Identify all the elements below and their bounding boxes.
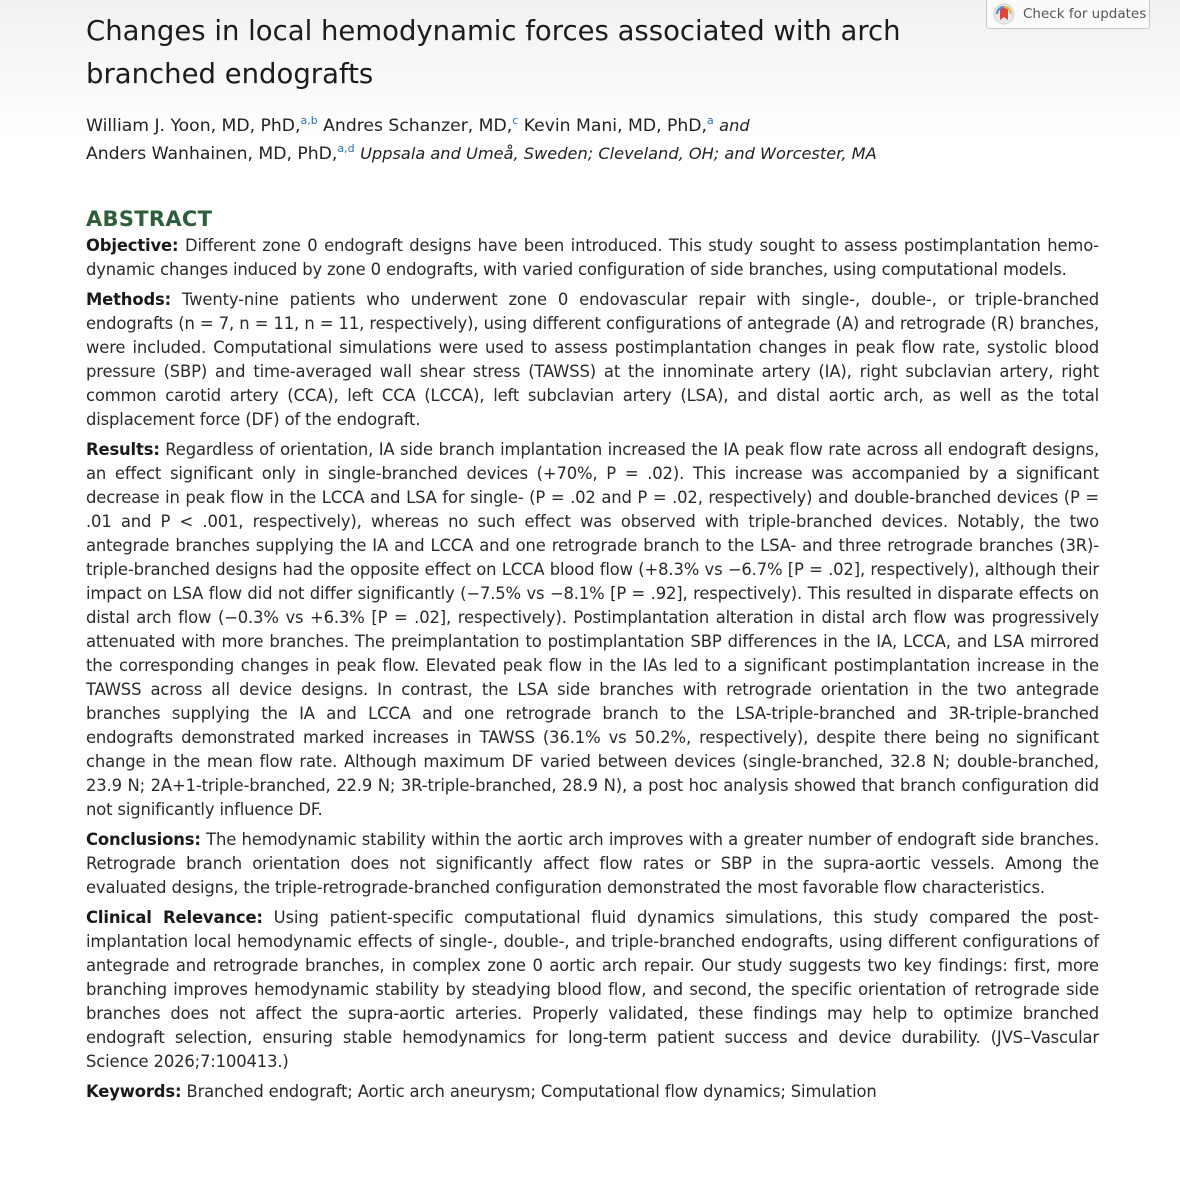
author-name: William J. Yoon, MD, PhD, (86, 116, 301, 136)
author-list (86, 112, 1106, 168)
article-title (86, 10, 1046, 96)
clinical-relevance-paragraph (86, 906, 1099, 1074)
title-line-2: branched endografts (86, 58, 374, 90)
objective-paragraph (86, 234, 1099, 282)
keywords-text: Branched endograft; Aortic arch aneurysm; Computational flow dynamics; Simulation (186, 1082, 877, 1101)
methods-paragraph (86, 288, 1099, 432)
author-name: Andres Schanzer, MD, (323, 116, 513, 136)
conclusions-label: Conclusions: (86, 830, 201, 849)
author-name: Anders Wanhainen, MD, PhD, (86, 144, 338, 164)
methods-text: Twenty-nine patients who underwent zone 0 endovascular repair with single-, double-, or triple-branched endografts (n = 7, n = 11, n = 11, respectively), using different configurations of antegrade (A) and retrograde (R) branches, were included. Computational simulations were used to assess postimplantation changes in peak flow rate, systolic blood pressure (SBP) and time-averaged wall shear stress (TAWSS) at the innominate artery (IA), right subclavian artery, right common carotid artery (CCA), left CCA (LCCA), left subclavian artery (LSA), and distal aortic arch, as well as the total displacement force (DF) of the endograft. (86, 290, 1100, 429)
results-text: Regardless of orientation, IA side branch implantation increased the IA peak flow rate across all endograft designs, an effect significant only in single-branched devices (+70%, P = .02). This increase was accompanied by a significant decrease in peak flow in the LCCA and LSA for single- (P = .02 and P = .02, respectively) and double-branched devices (P = .01 and P < .001, respectively), whereas no such effect was observed with triple-branched devices. Notably, the two antegrade branches supplying the IA and LCCA and one retrograde branch to the LSA- and three retrograde branches (3R)-triple-branched designs had the opposite effect on LCCA blood flow (+8.3% vs −6.7% [P = .02], respectively), although their impact on LSA flow did not differ significantly (−7.5% vs −8.1% [P = .92], respectively). This resulted in disparate effects on distal arch flow (−0.3% vs +6.3% [P = .02], respectively). Postimplantation alteration in distal arch flow was progressively attenuated with more branches. The preimplantation to postimplantation SBP differences in the IA, LCCA, and LSA mirrored the corresponding changes in peak flow. Elevated peak flow in the IAs led to a significant postimplantation increase in the TAWSS across all device designs. In contrast, the LSA side branches with retrograde orientation in the two antegrade branches supplying the IA and LCCA and one retrograde branch to the LSA-triple-branched and 3R-triple-branched endografts demonstrated marked increases in TAWSS (36.1% vs 50.2%, respectively), despite there being no significant change in the mean flow rate. Although maximum DF varied between devices (single-branched, 32.8 N; double-branched, 23.9 N; 2A+1-triple-branched, 22.9 N; 3R-triple-branched, 28.9 N), a post hoc analysis showed that branch configuration did not significantly influence DF. (86, 440, 1100, 819)
affiliation-link[interactable]: a (706, 114, 714, 127)
keywords-label: Keywords: (86, 1082, 182, 1101)
conclusions-text: The hemodynamic stability within the aortic arch improves with a greater number of endograft side branches. Retrograde branch orientation does not significantly affect flow rates or SBP in the supra-aortic vessels. Among the evaluated designs, the triple-retrograde-branched configuration demonstrated the most favorable flow characteristics. (86, 830, 1100, 897)
clinical-relevance-text: Using patient-specific computational fluid dynamics simulations, this study compared the postimplantation local hemodynamic effects of single-, double-, and triple-branched endografts, using different configurations of antegrade and retrograde branches, in complex zone 0 aortic arch repair. Our study suggests two key findings: first, more branching improves hemodynamic stability by steadying blood flow, and second, the specific orientation of retrograde side branches does not affect the supra-aortic arteries. Properly validated, these findings may help to optimize branched endograft selection, ensuring stable hemodynamics for long-term patient success and device durability. (JVS–Vascular Science 2026;7:100413.) (86, 908, 1099, 1071)
methods-label: Methods: (86, 290, 172, 309)
objective-text: Different zone 0 endograft designs have been introduced. This study sought to assess postimplantation hemodynamic changes induced by zone 0 endografts, with varied configuration of side branches, using computational models. (86, 236, 1099, 279)
and-connector: and (719, 116, 750, 135)
affiliation-link[interactable]: a,b (300, 114, 318, 127)
affiliation-link[interactable]: a,d (337, 142, 355, 155)
abstract-body (86, 234, 1099, 1110)
author-name: Kevin Mani, MD, PhD, (523, 116, 707, 136)
check-for-updates-label: Check for updates (1023, 6, 1147, 22)
clinical-relevance-label: Clinical Relevance: (86, 908, 263, 927)
affiliation-link[interactable]: c (512, 114, 519, 127)
abstract-heading: ABSTRACT (86, 207, 213, 231)
keywords-paragraph (86, 1080, 1099, 1104)
author-locations: Uppsala and Umeå, Sweden; Cleveland, OH; and Worcester, MA (360, 144, 877, 163)
results-paragraph (86, 438, 1099, 822)
title-line-1: Changes in local hemodynamic forces associated with arch (86, 15, 901, 47)
objective-label: Objective: (86, 236, 179, 255)
results-label: Results: (86, 440, 160, 459)
conclusions-paragraph (86, 828, 1099, 900)
